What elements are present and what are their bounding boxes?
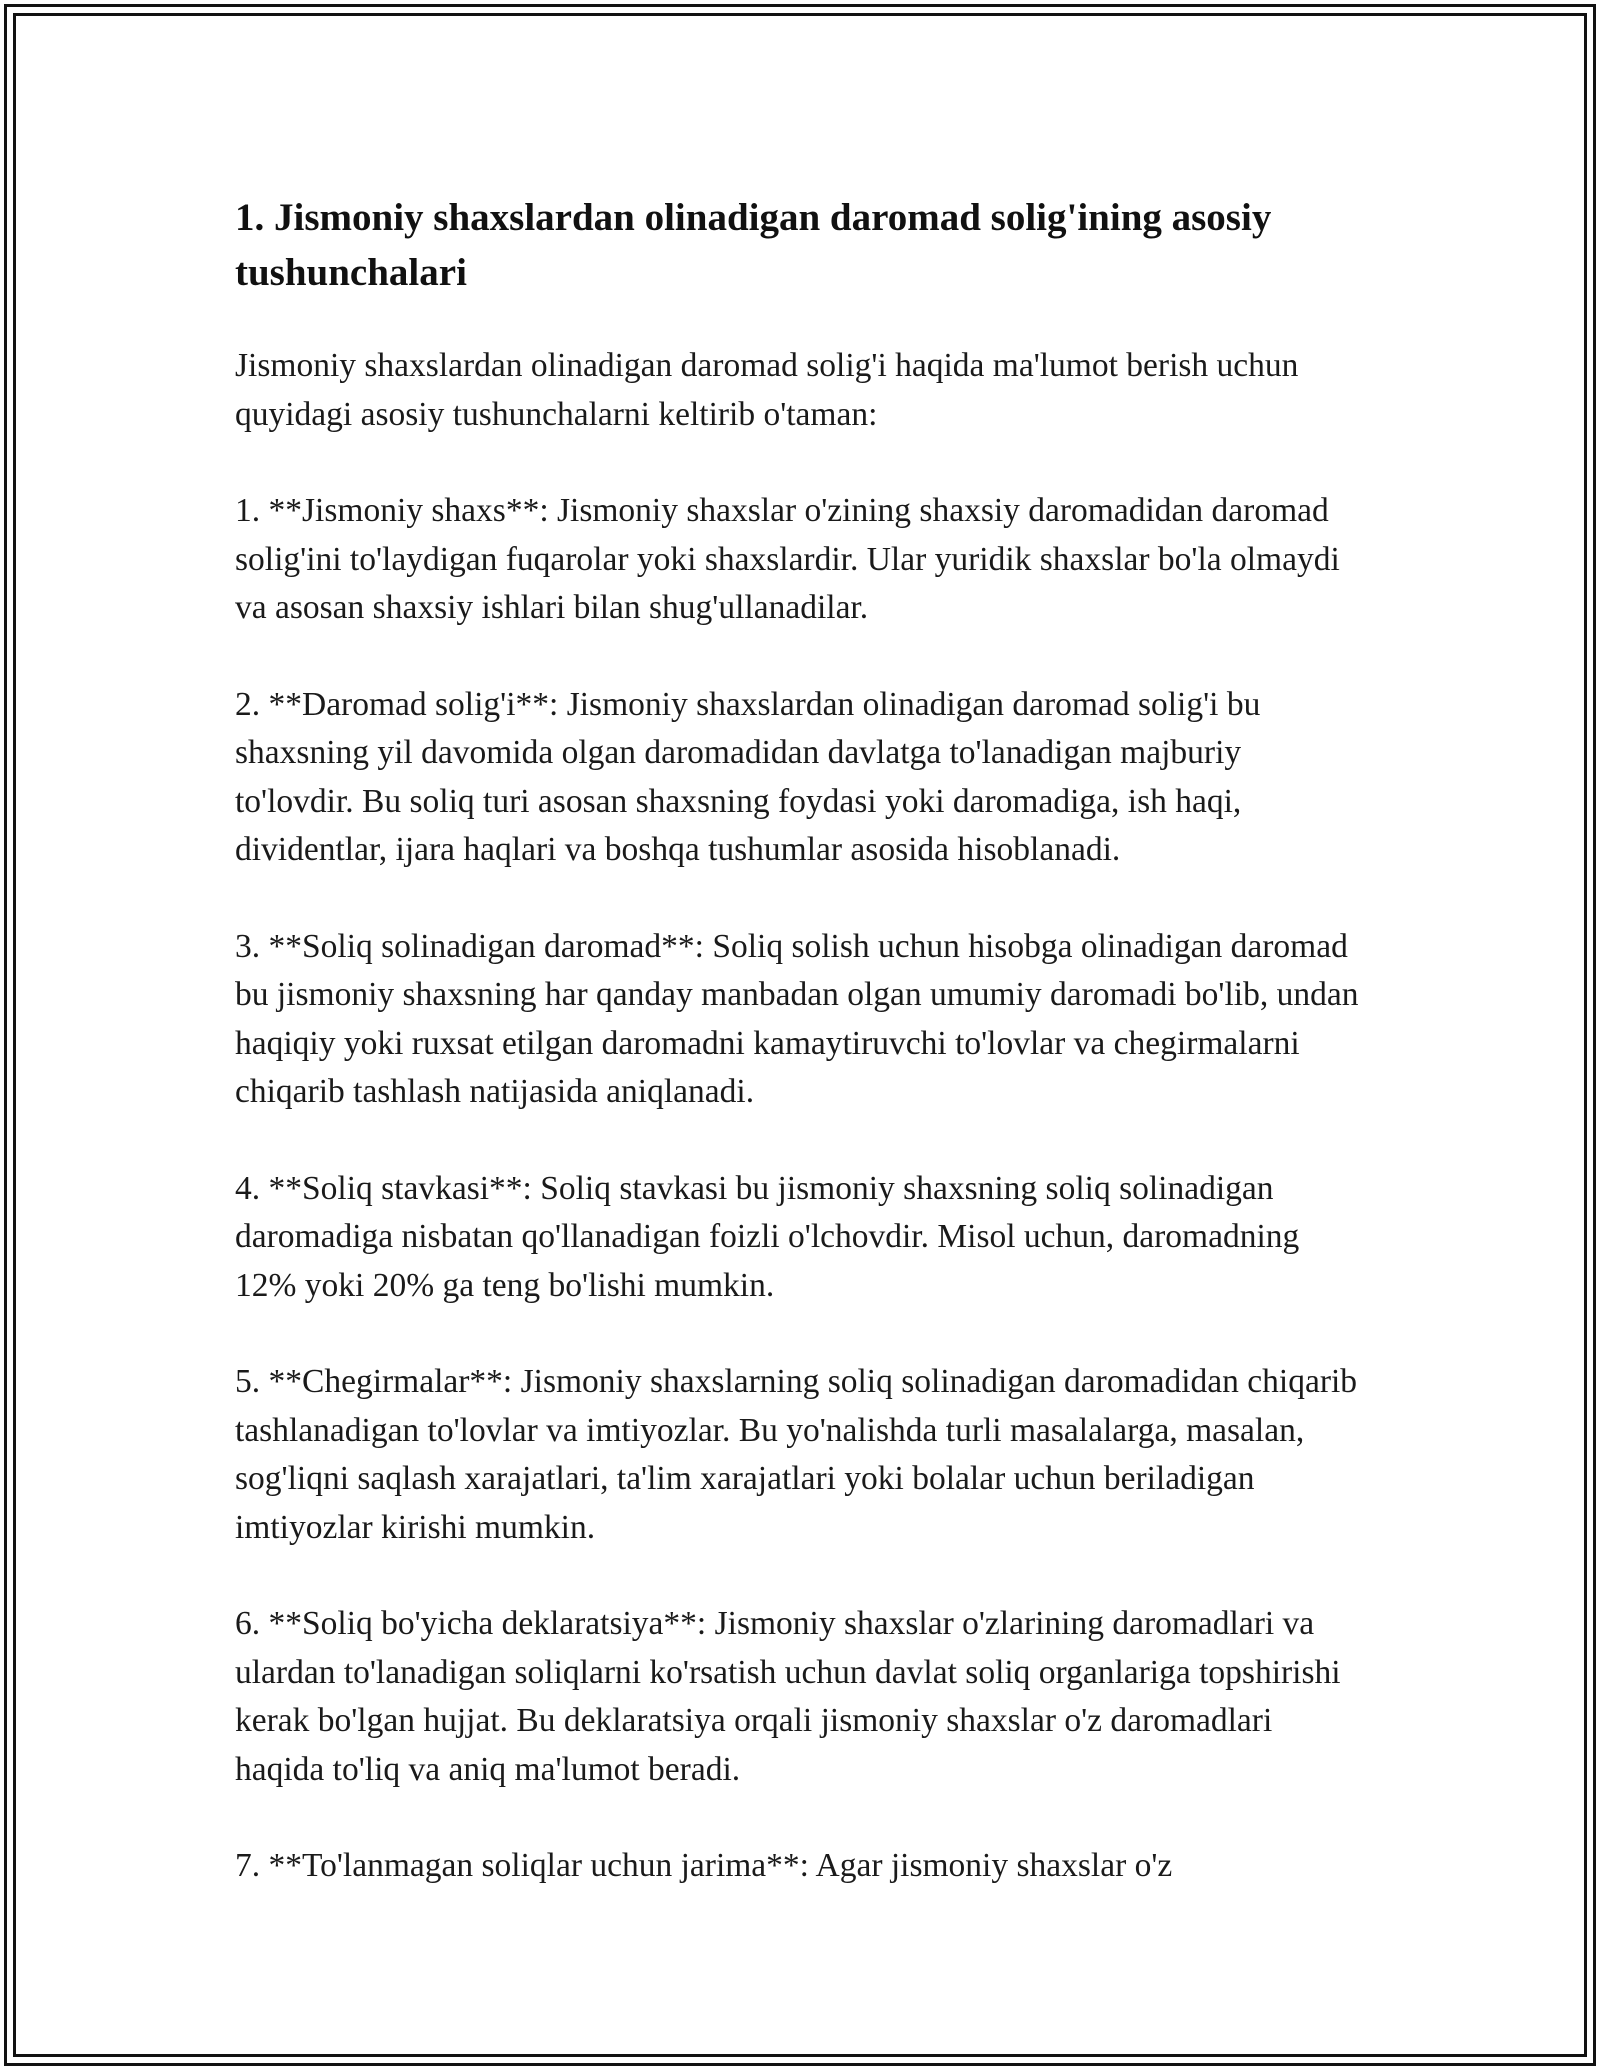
list-item-soliq-solinadigan-daromad: 3. **Soliq solinadigan daromad**: Soliq solish uchun hisobga olinadigan daromad bu jismoniy shaxsning har qanday manbadan olgan umumiy daromadi bo'lib, undan haqiqiy yoki ruxsat etilgan daromadni kamaytiruvchi to'lovlar va chegirmalarni chiqarib tashlash natijasida aniqlanadi. [235, 927, 1359, 1110]
list-item-jismoniy-shaxs: 1. **Jismoniy shaxs**: Jismoniy shaxslar o'zining shaxsiy daromadidan daromad solig'ini to'laydigan fuqarolar yoki shaxslardir. Ular yuridik shaxslar bo'la olmaydi va asosan shaxsiy ishlari bilan shug'ullanadilar. [235, 492, 1340, 626]
list-item-chegirmalar: 5. **Chegirmalar**: Jismoniy shaxslarning soliq solinadigan daromadidan chiqarib tashlanadigan to'lovlar va imtiyozlar. Bu yo'nalishda turli masalalarga, masalan, sog'liqni saqlash xarajatlari, ta'lim xarajatlari yoki bolalar uchun beriladigan imtiyozlar kirishi mumkin. [235, 1363, 1358, 1546]
list-item-jarima: 7. **To'lanmagan soliqlar uchun jarima**: Agar jismoniy shaxslar o'z [235, 1847, 1173, 1884]
list-item-soliq-deklaratsiya: 6. **Soliq bo'yicha deklaratsiya**: Jismoniy shaxslar o'zlarining daromadlari va ulardan to'lanadigan soliqlarni ko'rsatish uchun davlat soliq organlariga topshirishi kerak bo'lgan hujjat. Bu deklaratsiya orqali jismoniy shaxslar o'z daromadlari haqida to'liq va aniq ma'lumot beradi. [235, 1605, 1341, 1788]
document-body [235, 190, 1365, 1939]
list-item-soliq-stavkasi: 4. **Soliq stavkasi**: Soliq stavkasi bu jismoniy shaxsning soliq solinadigan daromadiga nisbatan qo'llanadigan foizli o'lchovdir. Misol uchun, daromadning 12% yoki 20% ga teng bo'lishi mumkin. [235, 1169, 1300, 1304]
list-item-daromad-soligi: 2. **Daromad solig'i**: Jismoniy shaxslardan olinadigan daromad solig'i bu shaxsning yil davomida olgan daromadidan davlatga to'lanadigan majburiy to'lovdir. Bu soliq turi asosan shaxsning foydasi yoki daromadiga, ish haqi, dividentlar, ijara haqlari va boshqa tushumlar asosida hisoblanadi. [235, 685, 1261, 868]
intro-paragraph: Jismoniy shaxslardan olinadigan daromad solig'i haqida ma'lumot berish uchun quyidagi asosiy tushunchalarni keltirib o'taman: [235, 347, 1299, 433]
document-title: 1. Jismoniy shaxslardan olinadigan daromad solig'ining asosiy tushunchalari [235, 196, 1272, 294]
